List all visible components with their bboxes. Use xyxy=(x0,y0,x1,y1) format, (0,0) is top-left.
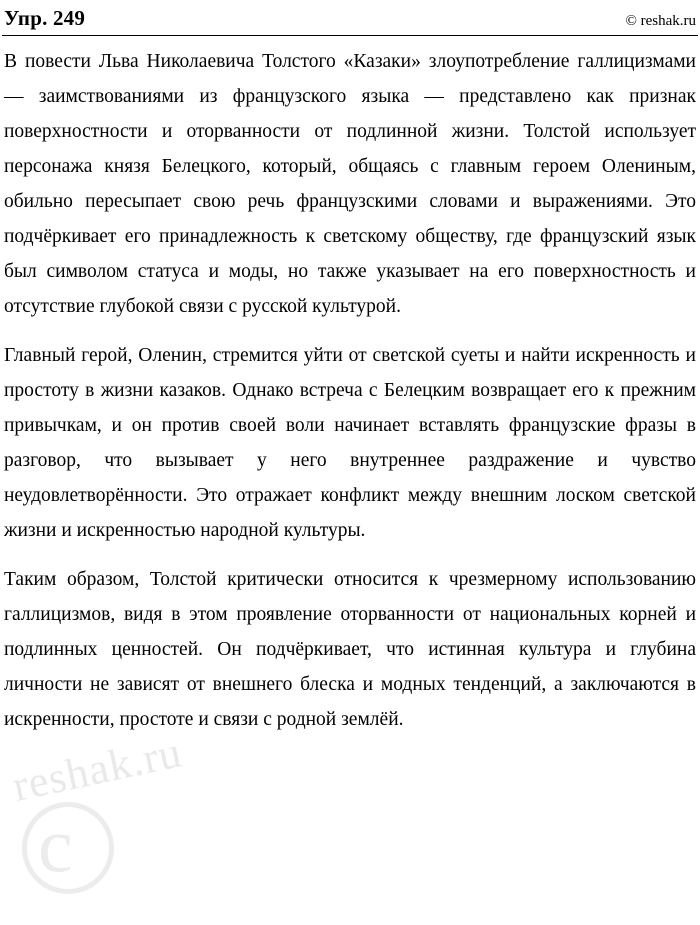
page-title: Упр. 249 xyxy=(4,6,86,30)
paragraph: В повести Льва Николаевича Толстого «Казаки» злоупотребление галлицизмами — заимствованиями из французского языка — представлено как признак поверхностности и оторванности от подлинной жизни. Толстой использует персонажа князя Белецкого, который, общаясь с главным героем Олениным, обильно пересыпает свою речь французскими словами и выражениями. Это подчёркивает его принадлежность к светскому обществу, где французский язык был символом статуса и моды, но также указывает на его поверхностность и отсутствие глубокой связи с русской культурой. xyxy=(4,51,696,317)
watermark-text: reshak.ru xyxy=(8,727,187,811)
copyright-notice: © reshak.ru xyxy=(625,13,696,29)
watermark xyxy=(0,727,290,925)
document-body xyxy=(2,44,698,737)
paragraph: Таким образом, Толстой критически относится к чрезмерному использованию галлицизмов, видя в этом проявление оторванности от национальных корней и подлинных ценностей. Он подчёркивает, что истинная культура и глубина личности не зависят от внешнего блеска и модных тенденций, а заключаются в искренности, простоте и связи с родной землёй. xyxy=(4,569,696,730)
page-header xyxy=(2,0,698,31)
watermark-c-letter: c xyxy=(38,801,73,888)
watermark-circle-icon xyxy=(22,802,114,894)
paragraph: Главный герой, Оленин, стремится уйти от светской суеты и найти искренность и простоту в жизни казаков. Однако встреча с Белецким возвращает его к прежним привычкам, и он против своей воли начинает вставлять французские фразы в разговор, что вызывает у него внутреннее раздражение и чувство неудовлетворённости. Это отражает конфликт между внешним лоском светской жизни и искренностью народной культуры. xyxy=(4,345,696,541)
header-divider xyxy=(2,35,698,36)
